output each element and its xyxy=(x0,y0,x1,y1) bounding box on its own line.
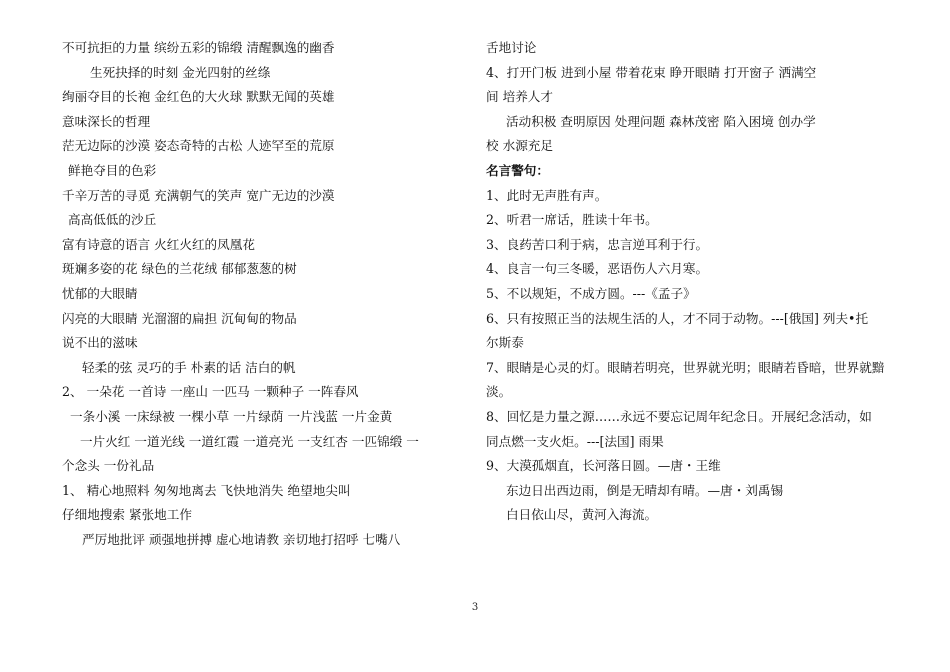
text-line: 间 培养人才 xyxy=(486,89,553,105)
text-line: 1、此时无声胜有声。 xyxy=(486,187,608,203)
text-line: 5、不以规矩，不成方圆。---《孟子》 xyxy=(486,285,696,301)
text-line: 校 水源充足 xyxy=(486,138,553,154)
text-line: 轻柔的弦 灵巧的手 朴素的话 洁白的帆 xyxy=(82,359,296,375)
text-line: 4、良言一句三冬暖，恶语伤人六月寒。 xyxy=(486,261,709,277)
text-line: 一条小溪 一床绿被 一棵小草 一片绿荫 一片浅蓝 一片金黄 xyxy=(70,408,393,424)
right-column xyxy=(486,36,906,528)
text-line: 淡。 xyxy=(486,384,512,400)
text-line: 千辛万苦的寻觅 充满朝气的笑声 宽广无边的沙漠 xyxy=(62,187,335,203)
text-line: 2、听君一席话，胜读十年书。 xyxy=(486,212,658,228)
text-line: 3、良药苦口利于病，忠言逆耳利于行。 xyxy=(486,236,709,252)
text-line: 仔细地搜索 紧张地工作 xyxy=(62,507,192,523)
text-line: 忧郁的大眼睛 xyxy=(62,285,138,301)
text-line: 绚丽夺目的长袍 金红色的大火球 默默无闻的英雄 xyxy=(62,89,335,105)
text-line: 9、大漠孤烟直，长河落日圆。—唐・王维 xyxy=(486,458,721,474)
section-heading: 名言警句： xyxy=(486,162,549,178)
left-column xyxy=(62,36,462,552)
text-line: 8、回忆是力量之源……永远不要忘记周年纪念日。开展纪念活动，如 xyxy=(486,408,872,424)
page-number: 3 xyxy=(471,602,479,613)
text-line: 高高低低的沙丘 xyxy=(68,212,157,228)
text-line: 6、只有按照正当的法规生活的人，才不同于动物。---[俄国] 列夫•托 xyxy=(486,310,869,326)
text-line: 东边日出西边雨，倒是无晴却有晴。—唐・刘禹锡 xyxy=(506,482,784,498)
text-line: 2、 一朵花 一首诗 一座山 一匹马 一颗种子 一阵春风 xyxy=(62,384,359,400)
text-line: 一片火红 一道光线 一道红霞 一道亮光 一支红杏 一匹锦缎 一 xyxy=(80,433,419,449)
text-line: 富有诗意的语言 火红火红的凤凰花 xyxy=(62,236,255,252)
text-line: 不可抗拒的力量 缤纷五彩的锦缎 清醒飘逸的幽香 xyxy=(62,40,335,55)
text-line: 斑斓多姿的花 绿色的兰花绒 郁郁葱葱的树 xyxy=(62,261,297,277)
text-line: 茫无边际的沙漠 姿态奇特的古松 人迹罕至的荒原 xyxy=(62,138,335,154)
text-line: 鲜艳夺目的色彩 xyxy=(68,162,157,178)
text-line: 1、 精心地照料 匆匆地离去 飞快地消失 绝望地尖叫 xyxy=(62,482,351,498)
text-line: 白日依山尽，黄河入海流。 xyxy=(506,507,658,523)
text-line: 7、眼睛是心灵的灯。眼睛若明亮，世界就光明；眼睛若昏暗，世界就黯 xyxy=(486,359,885,375)
text-line: 活动积极 查明原因 处理问题 森林茂密 陷入困境 创办学 xyxy=(506,113,816,129)
text-line: 尔斯泰 xyxy=(486,335,524,351)
text-line: 同点燃一支火炬。---[法国] 雨果 xyxy=(486,433,664,449)
text-line: 严厉地批评 顽强地拼搏 虚心地请教 亲切地打招呼 七嘴八 xyxy=(82,531,401,547)
text-line: 4、打开门板 进到小屋 带着花束 睁开眼睛 打开窗子 洒满空 xyxy=(486,64,817,80)
text-line: 闪亮的大眼睛 光溜溜的扁担 沉甸甸的物品 xyxy=(62,310,297,326)
text-line: 个念头 一份礼品 xyxy=(62,458,155,474)
text-line: 舌地讨论 xyxy=(486,40,537,55)
text-line: 生死抉择的时刻 金光四射的丝绦 xyxy=(90,64,271,80)
text-line: 说不出的滋味 xyxy=(62,335,138,351)
text-line: 意味深长的哲理 xyxy=(62,113,151,129)
